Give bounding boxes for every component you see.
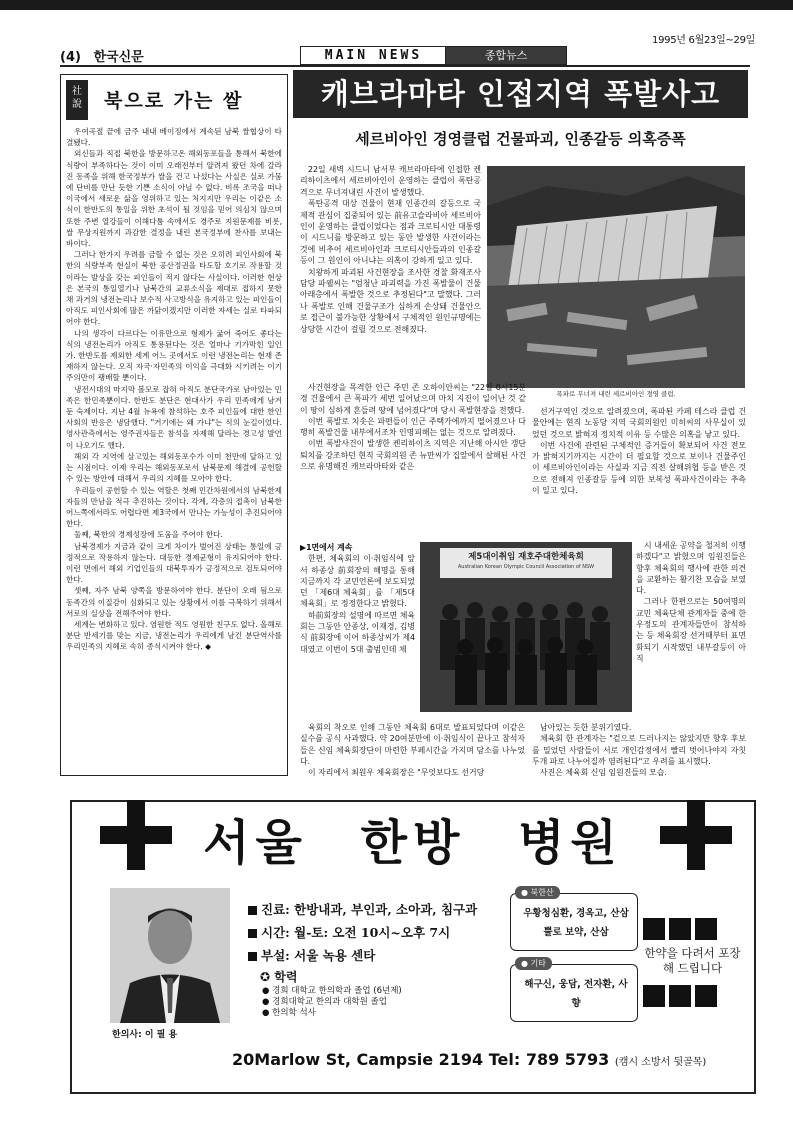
paragraph: 치왕하게 파괴된 사건현장을 조사한 경찰 화재조사담당 파웰씨는 "엄청난 파괴력을 가진 폭발물이 건물 아래층에서 폭발한 것으로 추정된다"고 말했다. 그러나 폭발로 인해 건물구조가 심하게 손상돼 건물안으로 접근이 불가능한 상황에서 구체적인 원인규명에는 상당한 시간이 걸릴 것으로 전해졌다. [300,267,481,334]
other-products-box [510,959,638,1022]
article-column-1 [300,164,481,380]
photo-banner-text: 제5대이취임 재호주대한체육회 [468,552,584,562]
left-cross-icon [127,800,145,870]
article-headline: 캐브라마타 인접지역 폭발사고 [293,70,748,118]
paragraph: 이 자리에서 최원우 체육회장은 "무엇보다도 선거당 [308,768,485,778]
section-label: 종합뉴스 [445,46,567,65]
hospital-name: 서울 한방 병원 [203,815,623,871]
list-item: ● 한의학 석사 [262,1008,316,1018]
address-note: (캠시 소방서 뒷골목) [614,1057,707,1068]
collapsed-building-photo [487,166,745,388]
paragraph: 이번 폭발로 치솟은 파편들이 인근 주택가에까지 떨어졌으나 다행히 폭발건물 내부에서조차 인명피해는 없는 것으로 알려졌다. [300,416,526,438]
education-icon: ✪ [260,970,275,984]
service-list [248,898,528,967]
hospital-address: 20Marlow St, Campsie 2194 Tel: 789 5793 (캠시 소방서 뒷골목) [232,1050,707,1069]
article-column-5 [636,540,746,720]
paragraph: 사진은 체육회 신임 임원진들의 모습. [540,768,667,778]
paragraph: 우리들이 공헌할 수 있는 역할은 첫째 민간차원에서의 남북한제자들의 만남을 적극 추진하는 것이다. 각계, 각층의 접촉이 남북한 어느쪽에서라도 어렵다면 제3국에서 만나는 가능성이 추진되어야 한다. [66,485,282,529]
article-column-7 [532,722,746,782]
block-icon [695,985,717,1007]
box-title: ● 기타 [515,957,552,970]
education-title: ✪ 학력 [260,970,298,984]
top-border [0,0,793,10]
paragraph: 나의 생각이 다르다는 이유만으로 형제가 굶어 죽어도 좋다는 식의 냉전논리가 아직도 통용된다는 것은 얼마나 기가막힌 일인가. 한반도를 제외한 세계 어느 곳에서도 이런 냉전논리는 현재 존재하지 않는다. 오직 자국·자민족의 이익을 극대화 시키려는 이기주의만이 팽배할 뿐이다. [66,328,282,383]
sports-council-photo [420,542,632,712]
doctor-name: 한의사: 이 필 용 [112,1030,178,1040]
pack-service-text: 한약을 다려서 포장해 드립니다 [644,946,741,975]
education-list [262,986,402,1019]
paragraph: 22일 새벽 시드니 남서부 캐브라마타에 인접한 켄리하이츠에서 세르비아인이 운영하는 클럽이 폭탄공격으로 무너져내린 사건이 발생했다. [300,165,481,197]
article-column-6 [300,722,525,782]
paragraph: 셋째, 자주 남북 양쪽을 방문하여야 한다. 분단이 오래 됨으로 동족간의 이질감이 심화되고 있는 상황에서 이를 극복하기 위해서 서로의 실상을 전해주어야 한다. [66,586,282,618]
paragraph: 하前회장의 설명에 따르면 체육회는 그동안 안종상, 이재경, 김병식 前회장에 이어 하종상씨가 제4대였고 이번이 5대 출범인데 체 [300,610,415,654]
service-row: 시간: 월-토: 오전 10시~오후 7시 [248,921,528,944]
article-column-2 [300,382,526,534]
article-column-3 [532,406,746,530]
block-icon [669,985,691,1007]
block-icon [643,918,665,940]
paragraph: 이번 사건에 관련된 구체적인 증거들이 확보되어 사건 전모가 밝혀지기까지는 시간이 더 필요할 것으로 보이나 건물주인이 세르비아인이라는 사실과 지금 직전 살해위협 등을 받은 것으로 전해져 인종갈등 등에 의한 보복성 폭파사건이라는 추측이 일고 있다. [532,440,746,496]
continued-marker: ▶1면에서 계속 [300,543,353,552]
decorative-blocks-top [643,918,721,943]
editorial-body [66,126,282,770]
paragraph: 이번 폭발사건이 발생한 켄리하이츠 지역은 지난해 아시안 갱단퇴치를 강조하던 현직 국회의원 존 뉴만씨가 집앞에서 살해된 사건으로 유명해진 캐브라마타와 같은 [300,439,526,472]
paragraph: 사건현장을 목격한 인근 주민 존 오하이안씨는 "22일 0시15분경 건물에서 큰 폭파가 세번 일어났으며 마치 지진이 일어난 것 같이 땅이 심하게 흔들려 땅에 넘어졌다"며 당시 폭발현장을 전했다. [300,383,526,415]
photo-caption: 폭파로 무너져 내린 세르비아인 경영 클럽. [556,390,676,398]
block-icon [695,918,717,940]
doctor-photo [110,888,230,1023]
paragraph: 우여곡절 끝에 금주 내내 베이징에서 계속된 남북 쌀협상이 타결됐다. [66,127,282,148]
page-number: (4) [60,50,81,65]
paper-name: 한국신문 [93,50,144,65]
paragraph: 선거구역인 것으로 알려졌으며, 폭파된 카페 테스라 클럽 건물안에는 현직 노동당 지역 국회의원인 미히씨의 사무실이 있었던 것으로 밝혀져 정치적 이유 등 수많은 의혹을 낳고 있다. [532,407,746,439]
bullet-square-icon [248,929,257,938]
bullet-square-icon [248,952,257,961]
paragraph: 그러나 한가지 우려를 금할 수 없는 것은 오히려 피인사회에 북한의 식량부족 현실이 북한 공산정권을 타도할 호기로 작용할 것이라는 발상을 갖는 피인들이 적지 않다는 사실이다. 이러한 현상은 본국의 통일열기나 남북간의 교류소식을 제대로 접하지 못한 채 과거의 냉전논리나 보수적 사고방식을 유지하고 있는 피인들이 아직도 피인사회에 많은 까닭이겠지만 이러한 자세는 실로 타파되어야 한다. [66,250,282,327]
bullet-square-icon [248,906,257,915]
paragraph: 육회의 착오로 인해 그동안 체육회 6대로 발표되었다며 이같은 실수를 공식 사과했다. 약 20여분만에 이·취임식이 끝나고 참석자들은 신임 체육회장단이 마련한 부페시간을 가지며 담소를 나누었다. [300,723,525,766]
paragraph: 남아있는 듯한 분위기였다. [540,723,632,732]
paragraph: 시 내세운 공약을 철저히 이행하겠다"고 밝혔으며 임원진들은 향후 체육회의 행사에 관한 의견을 교환하는 활기찬 모습을 보였다. [636,541,746,596]
paragraph: 남북경제가 지금과 같이 크게 차이가 벌어진 상태는 통일에 긍정적으로 작용하지 않는다. 대등한 경제균형이 유지되어야 한다. 이런 면에서 해외 기업인들의 대북투자가 긍정적으로 검토되어야 한다. [66,541,282,585]
box-title: ● 북한산 [515,886,560,899]
list-item: ● 경희 대학교 한의학과 졸업 (6년제) [262,986,402,996]
decorative-blocks-bottom [643,985,721,1010]
editorial-tag: 社 說 [66,80,88,120]
service-row: 진료: 한방내과, 부인과, 소아과, 침구과 [248,898,528,921]
photo-banner-subtext: Australian Korean Olympic Council Association of NSW [457,564,595,570]
north-korea-products-box [510,888,638,951]
paragraph: 냉전시대의 마지막 볼모로 잡혀 아직도 분단국가로 남아있는 민족은 한민족뿐이다. 한반도 분단은 현대사가 우리 민족에게 남겨둔 숙제이다. 지난 4월 뉴욕에 참석하는 호주 피인들에 대한 한인사회의 반응은 냉담했다. "거기에는 왜 가냐"는 식의 눈길이었다. 영사관측에서는 영주권자들은 참석을 자제해 달라는 경고성 발언이 나오기도 했다. [66,384,282,450]
main-news-label: MAIN NEWS [300,46,447,65]
paragraph: 그러나 한편으로는 50여명의 교민 체육단체 관계자들 중에 한우정도의 관계자들만이 참석하는 등 체육회장 선거때부터 표면화되기 시작했던 내부갈등이 아직 [636,597,746,663]
paragraph: 한편, 체육회의 이·취임식에 앞서 하종상 前회장의 해명을 통해 지금까지 각 교민언론에 보도되었던 「제6대 체육회」를 「제5대 체육회」로 정정한다고 밝혔다. [300,554,415,609]
page-header [60,46,144,65]
issue-date: 1995년 6월23일~29일 [652,35,755,46]
paragraph: 외신들과 직접 북한을 방문하고온 해외동포들을 통해서 북한에 식량이 부족하다는 것이 이미 오래전부터 알려져 왔던 차에 갈라진 동족을 위해 한국정부가 쌀을 건고 나섰다는 사실은 실로 가뭄에 단비를 만난 듯한 기쁜 소식이 아닐 수 없다. 비록 조국을 떠나 이국에서 새로운 삶을 영위하고 있는 처지지만 우리는 이같은 소식이 한반도의 통일을 위한 초석이 될 것임을 믿어 의심치 않으며 또한 주변 열강들이 이해다툼 속에서도 경주로 지원문제를 비롯, 쌀 무상지원까지 과감한 결정을 내린 본국정부에 찬사를 보내는 바이다. [66,149,282,249]
paragraph: 체육회 한 관계자는 "겉으로 드러나지는 않았지만 향후 후보를 밀었던 사람들이 서로 개인감정에서 빨리 벗어나야지 자칫 두개 파로 나누어질까 염려된다"고 우려를 표시했다. [532,734,746,766]
box-text: 우황청심환, 경옥고, 산삼뿔로 보약, 산삼 [523,908,629,938]
right-cross-icon [687,800,705,870]
paragraph: 세계는 변화하고 있다. 염원한 적도 영원한 친구도 없다. 올해로 분단 반세기를 맞는 지금, 냉전논리가 우리에게 남긴 분단역사를 우리민족의 지혜로 속히 종식시켜야 한다. ◆ [66,619,282,652]
block-icon [643,985,665,1007]
paragraph: 해외 각 지역에 살고있는 해외동포수가 이미 천만에 달하고 있는 시점이다. 이제 우리는 해외동포로서 남북문제 해결에 공헌할 수 있는 방안에 대해서 우리의 지혜를 모아야 한다. [66,451,282,484]
paragraph: 폭탄공격 대상 건물이 현재 인종간의 갈등으로 국제적 관심이 집중되어 있는 前유고슬라비아 세르비아인이 운영하는 클럽이었다는 점과 크로티시안 대통령이 시드니를 방문하고 있는 동안 발생한 사건이라는 것에 비추어 세르비아인과 크로티시안들과의 인종갈등이 그 원인이 아니냐는 의혹이 강하게 일고 있다. [300,199,481,266]
continued-column [300,542,415,720]
service-row: 부설: 서울 녹용 센타 [248,944,528,967]
paragraph: 둘째, 북한의 경제성장에 도움을 주어야 한다. [74,530,223,540]
editorial-title: 북으로 가는 쌀 [104,90,244,112]
box-text: 해구신, 웅담, 전자환, 사향 [524,979,628,1009]
block-icon [669,918,691,940]
list-item: ● 경희대학교 한의과 대학원 졸업 [262,997,387,1007]
article-subhead: 세르비아인 경영클럽 건물파괴, 인종갈등 의혹증폭 [355,130,686,148]
header-rule [60,65,750,67]
